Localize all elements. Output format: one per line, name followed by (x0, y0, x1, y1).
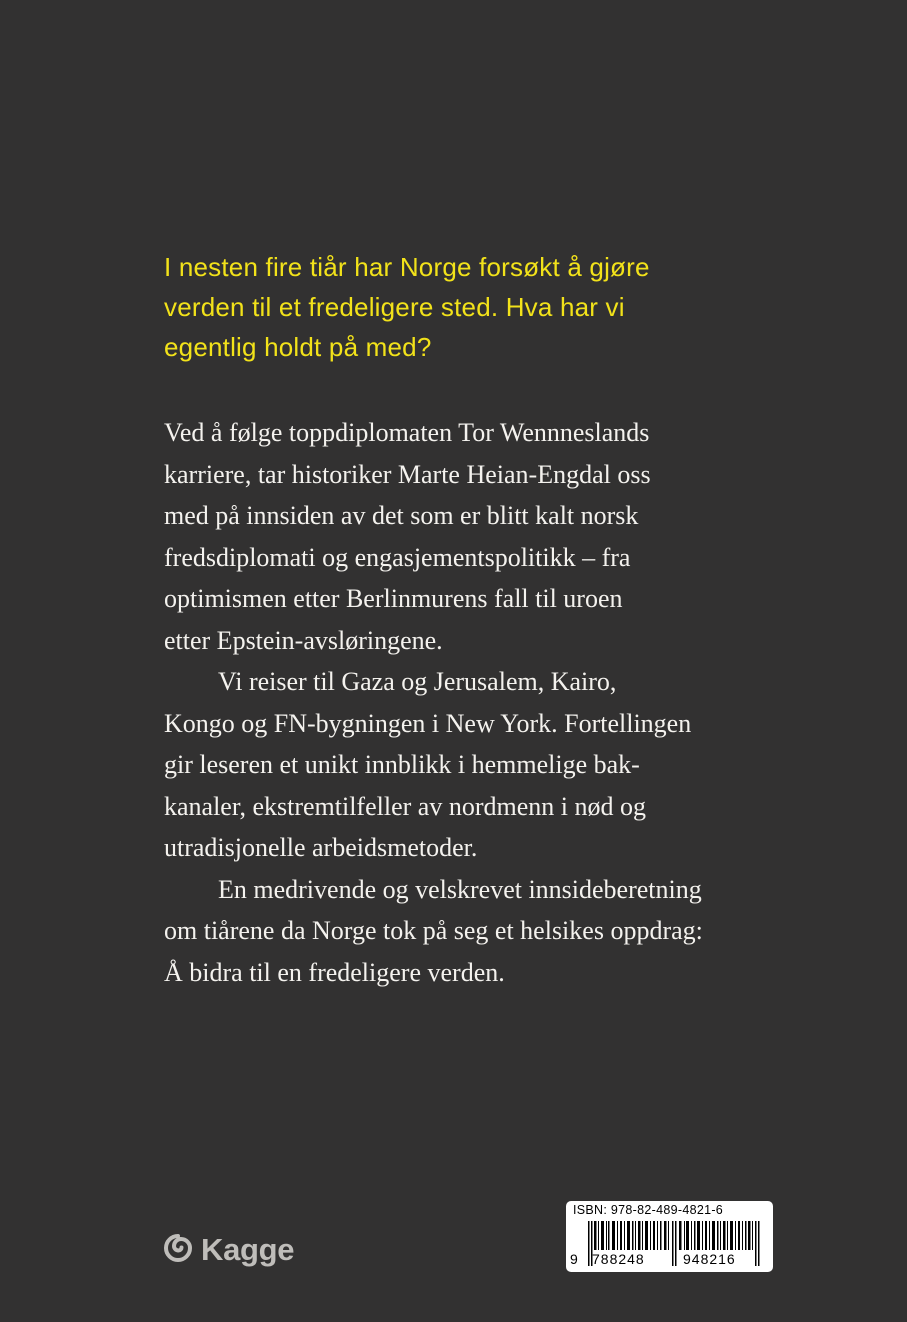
blurb-line: om tiårene da Norge tok på seg et helsikes oppdrag: (164, 916, 703, 945)
blurb-line: fredsdiplomati og engasjementspolitikk – fra (164, 542, 631, 572)
barcode-left-digits: 788248 (592, 1251, 645, 1267)
publisher-name: Kagge (201, 1232, 295, 1267)
blurb-line: Å bidra til en fredeligere verden. (164, 957, 505, 987)
blurb-line: etter Epstein-avsløringene. (164, 625, 443, 655)
isbn-label: ISBN: 978-82-489-4821-6 (573, 1203, 724, 1217)
barcode-right-digits: 948216 (683, 1251, 736, 1267)
blurb-line: Vi reiser til Gaza og Jerusalem, Kairo, (218, 667, 617, 696)
tagline-line: I nesten fire tiår har Norge forsøkt å gjøre (164, 252, 650, 282)
blurb-line: Ved å følge toppdiplomaten Tor Wennneslands (164, 418, 650, 447)
barcode-lead-digit: 9 (570, 1251, 578, 1267)
blurb-line: Kongo og FN-bygningen i New York. Fortellingen (164, 708, 692, 738)
blurb-line: utradisjonelle arbeidsmetoder. (164, 833, 478, 862)
blurb-line: karriere, tar historiker Marte Heian-Engdal oss (164, 459, 651, 489)
blurb-line: gir leseren et unikt innblikk i hemmelige bak- (164, 750, 640, 779)
blurb-line: En medrivende og velskrevet innsideberetning (218, 874, 702, 904)
blurb-line: med på innsiden av det som er blitt kalt norsk (164, 501, 639, 530)
blurb-paragraph-2 (164, 661, 804, 869)
blurb-paragraph-1 (164, 412, 804, 661)
spiral-icon (163, 1233, 193, 1268)
blurb-line: kanaler, ekstremtilfeller av nordmenn i nød og (164, 791, 646, 821)
tagline-line: verden til et fredeligere sted. Hva har vi (164, 292, 625, 322)
blurb-paragraph-3 (164, 869, 804, 994)
blurb-line: optimismen etter Berlinmurens fall til uroen (164, 584, 623, 613)
tagline-line: egentlig holdt på med? (164, 332, 432, 362)
publisher-logo (163, 1230, 294, 1270)
isbn-barcode (566, 1201, 773, 1272)
blurb-text (164, 412, 804, 993)
tagline (164, 247, 784, 367)
